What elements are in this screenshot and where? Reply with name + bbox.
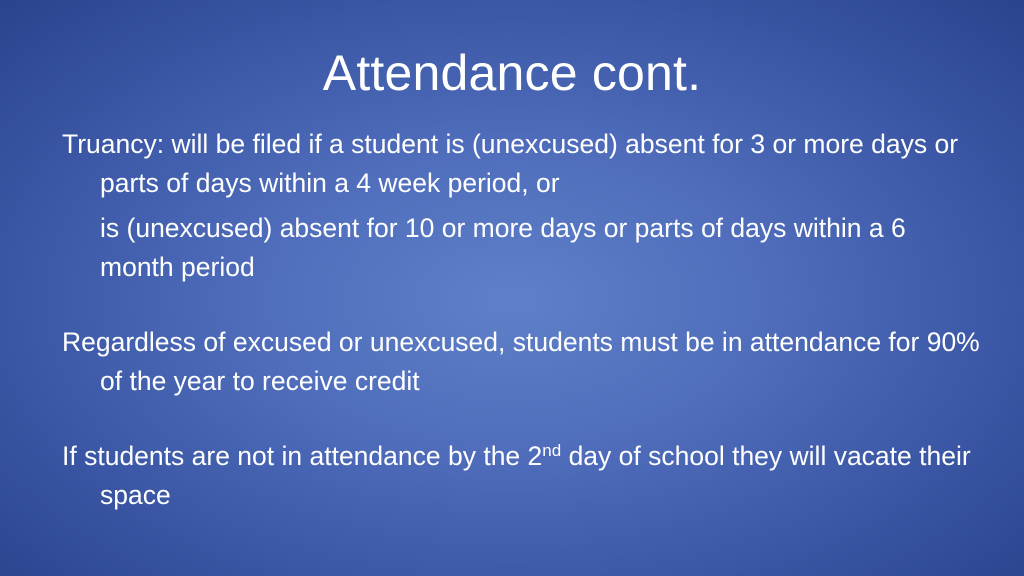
vacate-text-end: day of school they will vacate their space (100, 441, 971, 510)
paragraph-spacer (62, 401, 982, 437)
truancy-continuation: is (unexcused) absent for 10 or more days or parts of days within a 6 month period (100, 213, 906, 282)
paragraph-spacer (62, 287, 982, 323)
truancy-paragraph: Truancy: will be filed if a student is (unexcused) absent for 3 or more days or parts of days within a 4 week period, or (62, 129, 959, 198)
slide-title: Attendance cont. (322, 45, 702, 101)
slide-body (62, 125, 982, 515)
ordinal-suffix: nd (542, 441, 562, 460)
credit-paragraph: Regardless of excused or unexcused, students must be in attendance for 90% of the year to receive credit (62, 327, 980, 396)
vacate-paragraph (62, 437, 982, 515)
vacate-text-start: If students are not in attendance by the 2 (62, 441, 543, 471)
